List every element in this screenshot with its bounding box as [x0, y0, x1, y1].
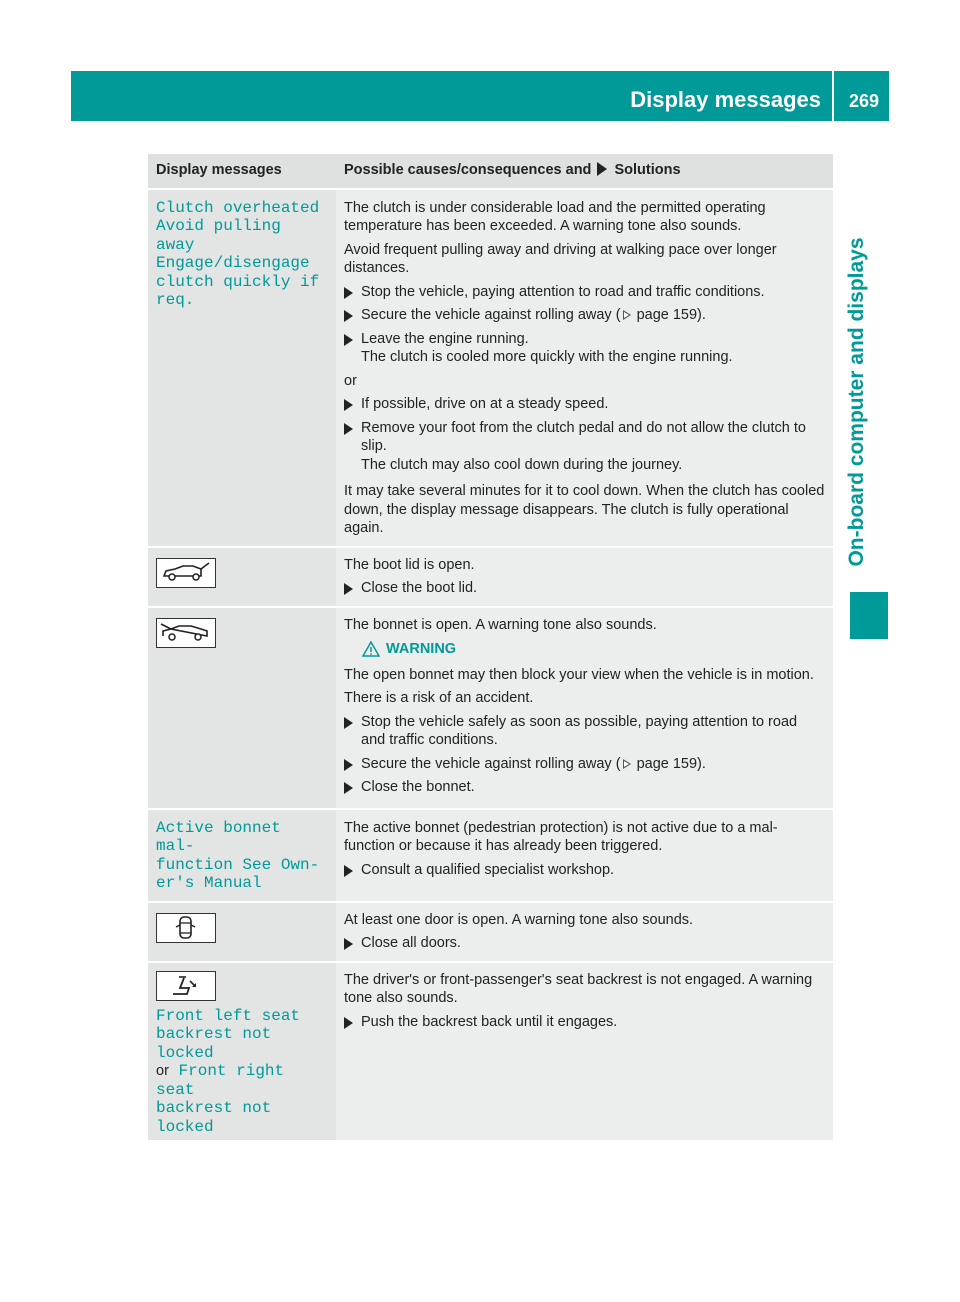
- message-cell: [148, 809, 336, 902]
- page-reference[interactable]: page 159).: [636, 755, 706, 772]
- step-arrow-icon: [344, 310, 353, 322]
- solution-step: Push the backrest back until it engages.: [344, 1013, 825, 1032]
- page-ref-icon: [623, 310, 631, 320]
- solution-step: Secure the vehicle against rolling away ( page 159).: [344, 306, 825, 325]
- solution-cell: [336, 607, 833, 809]
- solution-cell: [336, 547, 833, 607]
- step-arrow-icon: [344, 287, 353, 299]
- message-cell: [148, 547, 336, 607]
- solution-step: Close all doors.: [344, 934, 825, 953]
- step-arrow-icon: [344, 399, 353, 411]
- message-cell: [148, 607, 336, 809]
- door-open-icon: [156, 913, 216, 943]
- col2-header-after: Solutions: [614, 162, 681, 178]
- cause-text: Avoid frequent pulling away and driving at walking pace over longer distances.: [344, 241, 777, 276]
- step-arrow-icon: [344, 759, 353, 771]
- solution-cell: [336, 902, 833, 962]
- boot-open-icon: [156, 558, 216, 588]
- col2-header-before: Possible causes/consequences and: [344, 162, 592, 178]
- step-arrow-icon: [344, 334, 353, 346]
- cause-text: The driver's or front-passenger's seat backrest is not engaged. A warning tone also sounds.: [344, 971, 813, 1006]
- warning-text: There is a risk of an accident.: [344, 690, 534, 706]
- or-text: or: [156, 1063, 169, 1079]
- chapter-side-block: [850, 592, 888, 639]
- or-text: or: [344, 372, 357, 389]
- header-divider: [832, 71, 834, 121]
- col1-header: Display messages: [156, 162, 282, 178]
- cause-text: The boot lid is open.: [344, 556, 475, 573]
- table-row: [148, 809, 833, 902]
- solution-step: Stop the vehicle, paying attention to road and traffic conditions.: [344, 283, 825, 302]
- solution-step: Leave the engine running. The clutch is cooled more quickly with the engine running.: [344, 330, 825, 367]
- message-cell: [148, 189, 336, 547]
- step-arrow-icon: [344, 717, 353, 729]
- header-bar: [71, 71, 889, 121]
- message-cell: [148, 962, 336, 1141]
- warning-text: The open bonnet may then block your view when the vehicle is in motion.: [344, 666, 814, 683]
- page-title: Display messages: [630, 87, 821, 112]
- solution-step: Remove your foot from the clutch pedal and do not allow the clutch to slip. The clutch may also cool down during the journey.: [344, 419, 825, 475]
- cause-text: The bonnet is open. A warning tone also sounds.: [344, 616, 657, 633]
- table-row: [148, 902, 833, 962]
- step-arrow-icon: [344, 782, 353, 794]
- solution-step: Close the boot lid.: [344, 579, 825, 598]
- table-header-row: [148, 154, 833, 189]
- cause-text: It may take several minutes for it to cool down. When the clutch has cooled down, the display message disappears. The clutch is fully operational again.: [344, 483, 825, 536]
- display-message: Active bonnet mal‑ function See Own‑ er's Manual: [156, 818, 320, 892]
- step-arrow-icon: [344, 1017, 353, 1029]
- step-arrow-icon: [344, 938, 353, 950]
- chapter-side-label: On-board computer and displays: [845, 237, 868, 567]
- warning-triangle-icon: [362, 641, 380, 657]
- table-row: [148, 189, 833, 547]
- message-cell: [148, 902, 336, 962]
- solution-step: Close the bonnet.: [344, 778, 825, 797]
- cause-text: The active bonnet (pedestrian protection) is not active due to a mal- function or because it has already been triggered.: [344, 819, 778, 854]
- seat-backrest-icon: [156, 971, 216, 1001]
- display-message: Front left seat backrest not locked or Front right seat backrest not locked: [156, 1006, 301, 1136]
- warning-heading: WARNING: [362, 640, 825, 659]
- display-messages-table: [148, 154, 833, 1140]
- solution-cell: [336, 962, 833, 1141]
- page-reference[interactable]: page 159).: [636, 307, 706, 323]
- solution-step: Secure the vehicle against rolling away ( page 159).: [344, 755, 825, 774]
- solution-step: If possible, drive on at a steady speed.: [344, 395, 825, 414]
- table-row: [148, 962, 833, 1141]
- table-row: [148, 607, 833, 809]
- solution-step: Stop the vehicle safely as soon as possible, paying attention to road and traffic conditions.: [344, 713, 825, 750]
- solution-cell: [336, 189, 833, 547]
- cause-text: At least one door is open. A warning tone also sounds.: [344, 911, 694, 928]
- page-ref-icon: [623, 759, 631, 769]
- solution-cell: [336, 809, 833, 902]
- step-arrow-icon: [344, 583, 353, 595]
- cause-text: The clutch is under considerable load and the permitted operating temperature has been exceeded. A warning tone also sounds.: [344, 199, 766, 234]
- solution-step: Consult a qualified specialist workshop.: [344, 861, 825, 880]
- table-row: [148, 547, 833, 607]
- table-header: [148, 154, 833, 189]
- bonnet-open-icon: [156, 618, 216, 648]
- display-message: Clutch overheated Avoid pulling away Engage/disengage clutch quickly if req.: [156, 198, 320, 309]
- step-arrow-icon: [344, 423, 353, 435]
- step-arrow-icon: [344, 865, 353, 877]
- solutions-arrow-icon: [597, 162, 607, 176]
- page-number: 269: [848, 91, 879, 111]
